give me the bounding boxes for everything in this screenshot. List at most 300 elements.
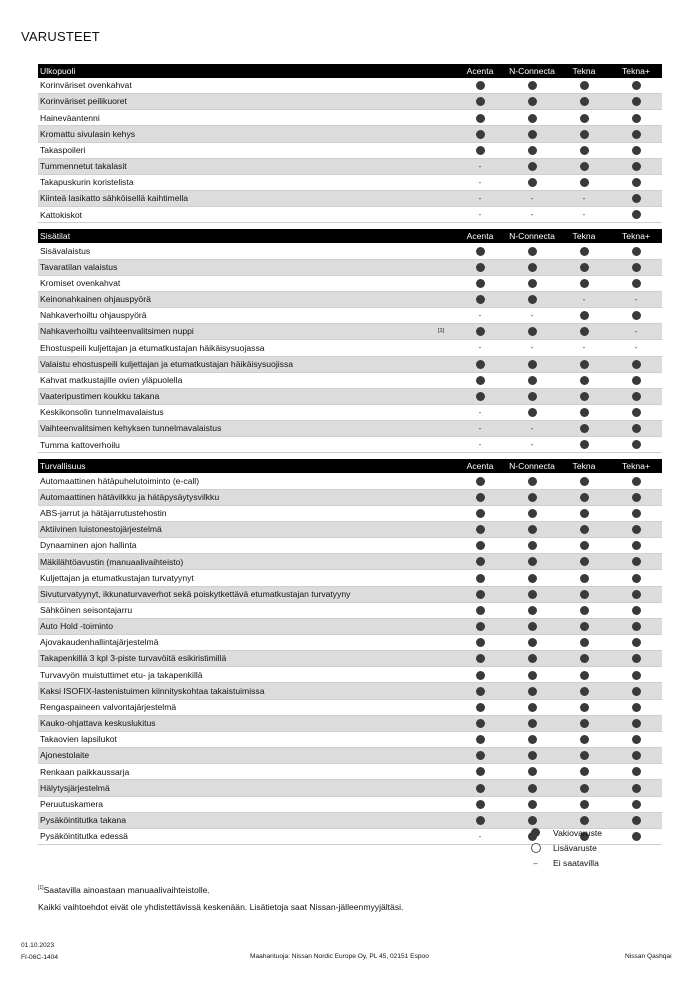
feature-label: Vaihteenvalitsimen kehyksen tunnelmavalaistus bbox=[38, 421, 428, 437]
availability-cell bbox=[558, 586, 610, 602]
standard-dot-icon bbox=[580, 440, 589, 449]
standard-dot-icon bbox=[528, 114, 537, 123]
standard-dot-icon bbox=[632, 247, 641, 256]
table-row bbox=[38, 586, 662, 602]
table-row bbox=[38, 404, 662, 420]
availability-cell bbox=[558, 505, 610, 521]
standard-dot-icon bbox=[476, 360, 485, 369]
table-row bbox=[38, 473, 662, 489]
availability-cell bbox=[558, 308, 610, 324]
availability-cell bbox=[454, 437, 506, 453]
availability-cell bbox=[558, 404, 610, 420]
standard-dot-icon bbox=[476, 493, 485, 502]
availability-cell bbox=[454, 764, 506, 780]
availability-cell bbox=[506, 110, 558, 126]
table-row bbox=[38, 421, 662, 437]
unavailable-dash: - bbox=[582, 210, 586, 220]
standard-dot-icon bbox=[580, 408, 589, 417]
feature-note bbox=[428, 683, 454, 699]
availability-cell bbox=[506, 191, 558, 207]
feature-label: Rengaspaineen valvontajärjestelmä bbox=[38, 699, 428, 715]
standard-dot-icon bbox=[528, 687, 537, 696]
footer-model: Nissan Qashqai bbox=[625, 953, 672, 960]
availability-cell bbox=[506, 308, 558, 324]
table-row bbox=[38, 651, 662, 667]
standard-dot-icon bbox=[528, 671, 537, 680]
availability-cell bbox=[454, 372, 506, 388]
feature-note bbox=[428, 570, 454, 586]
table-row bbox=[38, 505, 662, 521]
footer-date: 01.10.2023 bbox=[21, 942, 55, 949]
table-row bbox=[38, 699, 662, 715]
standard-dot-icon bbox=[528, 392, 537, 401]
legend-item bbox=[518, 856, 602, 871]
availability-cell bbox=[454, 683, 506, 699]
standard-dot-icon bbox=[580, 263, 589, 272]
standard-dot-icon bbox=[580, 687, 589, 696]
availability-cell bbox=[454, 404, 506, 420]
unavailable-dash: - bbox=[582, 194, 586, 204]
table-row bbox=[38, 291, 662, 307]
legend-label: Ei saatavilla bbox=[553, 858, 599, 869]
standard-dot-icon bbox=[580, 392, 589, 401]
availability-cell bbox=[610, 94, 662, 110]
availability-cell bbox=[558, 538, 610, 554]
unavailable-dash: - bbox=[530, 311, 534, 321]
standard-dot-icon bbox=[632, 311, 641, 320]
feature-label: Dynaaminen ajon hallinta bbox=[38, 538, 428, 554]
footer-importer: Maahantuoja: Nissan Nordic Europe Oy, PL 45, 02151 Espoo bbox=[250, 953, 429, 960]
standard-dot-icon bbox=[632, 574, 641, 583]
availability-cell bbox=[454, 421, 506, 437]
availability-cell bbox=[558, 421, 610, 437]
availability-cell bbox=[506, 259, 558, 275]
feature-label: Haineväantenni bbox=[38, 110, 428, 126]
table-row bbox=[38, 372, 662, 388]
unavailable-dash: - bbox=[530, 194, 534, 204]
availability-cell bbox=[558, 780, 610, 796]
availability-cell bbox=[454, 191, 506, 207]
availability-cell bbox=[454, 570, 506, 586]
feature-label: Automaattinen hätäpuhelutoiminto (e-call) bbox=[38, 473, 428, 489]
unavailable-dash: - bbox=[634, 294, 638, 304]
unavailable-dash: - bbox=[530, 424, 534, 434]
availability-cell bbox=[558, 618, 610, 634]
availability-cell bbox=[610, 356, 662, 372]
standard-dot-icon bbox=[528, 590, 537, 599]
availability-cell bbox=[558, 275, 610, 291]
standard-dot-icon bbox=[632, 800, 641, 809]
availability-cell bbox=[610, 308, 662, 324]
availability-cell bbox=[558, 174, 610, 190]
availability-cell bbox=[454, 158, 506, 174]
standard-dot-icon bbox=[476, 622, 485, 631]
standard-dot-icon bbox=[476, 638, 485, 647]
standard-dot-icon bbox=[580, 590, 589, 599]
availability-cell bbox=[506, 421, 558, 437]
section-title: Ulkopuoli bbox=[38, 64, 428, 78]
availability-cell bbox=[610, 796, 662, 812]
standard-dot-icon bbox=[528, 130, 537, 139]
availability-cell bbox=[454, 731, 506, 747]
availability-cell bbox=[558, 207, 610, 223]
availability-cell bbox=[558, 796, 610, 812]
standard-dot-icon bbox=[528, 509, 537, 518]
feature-note bbox=[428, 505, 454, 521]
feature-note bbox=[428, 191, 454, 207]
feature-note bbox=[428, 764, 454, 780]
feature-label: Vaateripustimen koukku takana bbox=[38, 388, 428, 404]
standard-dot-icon bbox=[580, 376, 589, 385]
standard-dot-icon bbox=[632, 408, 641, 417]
standard-dot-icon bbox=[476, 97, 485, 106]
standard-dot-icon bbox=[632, 541, 641, 550]
availability-cell bbox=[610, 828, 662, 844]
availability-cell bbox=[558, 683, 610, 699]
standard-dot-icon bbox=[476, 263, 485, 272]
standard-dot-icon bbox=[632, 735, 641, 744]
section-table-ulkopuoli bbox=[38, 64, 662, 223]
legend-item bbox=[518, 840, 602, 855]
standard-dot-icon bbox=[632, 638, 641, 647]
availability-cell bbox=[610, 554, 662, 570]
footer-code: FI-06C-1404 bbox=[21, 954, 59, 961]
standard-dot-icon bbox=[580, 477, 589, 486]
footnote-marker: [1] bbox=[38, 885, 44, 891]
standard-dot-icon bbox=[528, 247, 537, 256]
availability-cell bbox=[506, 602, 558, 618]
feature-label: Valaistu ehostuspeili kuljettajan ja etumatkustajan häikäisysuojissa bbox=[38, 356, 428, 372]
unavailable-dash: - bbox=[478, 311, 482, 321]
availability-cell bbox=[558, 340, 610, 356]
table-row bbox=[38, 275, 662, 291]
availability-cell bbox=[558, 158, 610, 174]
unavailable-dash: - bbox=[478, 161, 482, 171]
availability-cell bbox=[454, 489, 506, 505]
availability-cell bbox=[610, 340, 662, 356]
table-row bbox=[38, 110, 662, 126]
feature-note bbox=[428, 243, 454, 259]
standard-dot-icon bbox=[632, 146, 641, 155]
table-row bbox=[38, 618, 662, 634]
availability-cell bbox=[506, 586, 558, 602]
feature-note bbox=[428, 602, 454, 618]
feature-note bbox=[428, 812, 454, 828]
column-header: N-Connecta bbox=[506, 459, 558, 473]
table-row bbox=[38, 340, 662, 356]
availability-cell bbox=[558, 437, 610, 453]
feature-label: ABS-jarrut ja hätäjarrutustehostin bbox=[38, 505, 428, 521]
availability-cell bbox=[506, 404, 558, 420]
table-row bbox=[38, 191, 662, 207]
standard-dot-icon bbox=[580, 671, 589, 680]
feature-note: [1] bbox=[428, 324, 454, 340]
standard-dot-icon bbox=[476, 146, 485, 155]
availability-cell bbox=[558, 570, 610, 586]
availability-cell bbox=[610, 489, 662, 505]
unavailable-dash: - bbox=[530, 343, 534, 353]
standard-dot-icon bbox=[528, 97, 537, 106]
availability-cell bbox=[454, 308, 506, 324]
standard-dot-icon bbox=[528, 719, 537, 728]
table-row bbox=[38, 158, 662, 174]
standard-dot-icon bbox=[580, 525, 589, 534]
feature-label: Kauko-ohjattava keskuslukitus bbox=[38, 715, 428, 731]
standard-dot-icon bbox=[632, 816, 641, 825]
standard-dot-icon bbox=[528, 146, 537, 155]
feature-note bbox=[428, 780, 454, 796]
feature-label: Auto Hold -toiminto bbox=[38, 618, 428, 634]
standard-dot-icon bbox=[476, 247, 485, 256]
standard-dot-icon bbox=[528, 767, 537, 776]
table-row bbox=[38, 602, 662, 618]
standard-dot-icon bbox=[476, 541, 485, 550]
feature-note bbox=[428, 275, 454, 291]
standard-dot-icon bbox=[580, 493, 589, 502]
feature-note bbox=[428, 521, 454, 537]
standard-dot-icon bbox=[580, 557, 589, 566]
standard-dot-icon bbox=[632, 162, 641, 171]
availability-cell bbox=[506, 683, 558, 699]
feature-label: Pysäköintitutka edessä bbox=[38, 828, 428, 844]
table-row bbox=[38, 489, 662, 505]
table-row bbox=[38, 308, 662, 324]
section-table-turvallisuus bbox=[38, 459, 662, 845]
standard-dot-icon bbox=[580, 360, 589, 369]
availability-cell bbox=[610, 142, 662, 158]
table-row bbox=[38, 126, 662, 142]
table-row bbox=[38, 731, 662, 747]
standard-dot-icon bbox=[580, 703, 589, 712]
standard-dot-icon bbox=[632, 654, 641, 663]
availability-cell bbox=[610, 388, 662, 404]
standard-dot-icon bbox=[632, 376, 641, 385]
standard-dot-icon bbox=[476, 327, 485, 336]
availability-cell bbox=[506, 764, 558, 780]
feature-label: Ajonestolaite bbox=[38, 748, 428, 764]
feature-note bbox=[428, 78, 454, 94]
legend bbox=[518, 825, 602, 871]
standard-dot-icon bbox=[580, 800, 589, 809]
feature-note bbox=[428, 635, 454, 651]
standard-dot-icon bbox=[531, 828, 540, 837]
standard-dot-icon bbox=[632, 424, 641, 433]
table-row bbox=[38, 437, 662, 453]
availability-cell bbox=[454, 667, 506, 683]
standard-dot-icon bbox=[632, 703, 641, 712]
availability-cell bbox=[610, 812, 662, 828]
standard-dot-icon bbox=[632, 477, 641, 486]
standard-dot-icon bbox=[528, 178, 537, 187]
availability-cell bbox=[610, 78, 662, 94]
availability-cell bbox=[454, 259, 506, 275]
availability-cell bbox=[610, 275, 662, 291]
availability-cell bbox=[506, 437, 558, 453]
unavailable-dash: - bbox=[478, 178, 482, 188]
availability-cell bbox=[558, 324, 610, 340]
standard-dot-icon bbox=[632, 114, 641, 123]
feature-label: Tumma kattoverhoilu bbox=[38, 437, 428, 453]
availability-cell bbox=[610, 748, 662, 764]
unavailable-dash: - bbox=[634, 327, 638, 337]
standard-dot-icon bbox=[476, 784, 485, 793]
unavailable-dash: - bbox=[478, 343, 482, 353]
standard-dot-icon bbox=[476, 376, 485, 385]
standard-dot-icon bbox=[580, 638, 589, 647]
feature-label: Mäkilähtöavustin (manuaalivaihteisto) bbox=[38, 554, 428, 570]
feature-label: Nahkaverhoiltu vaihteenvalitsimen nuppi bbox=[38, 324, 428, 340]
availability-cell bbox=[454, 78, 506, 94]
standard-dot-icon bbox=[528, 162, 537, 171]
availability-cell bbox=[454, 340, 506, 356]
standard-dot-icon bbox=[580, 816, 589, 825]
feature-label: Takapuskurin koristelista bbox=[38, 174, 428, 190]
section-table-sisätilat bbox=[38, 229, 662, 453]
feature-label: Korinväriset ovenkahvat bbox=[38, 78, 428, 94]
standard-dot-icon bbox=[632, 687, 641, 696]
availability-cell bbox=[610, 731, 662, 747]
feature-label: Kattokiskot bbox=[38, 207, 428, 223]
table-row bbox=[38, 764, 662, 780]
availability-cell bbox=[454, 635, 506, 651]
standard-dot-icon bbox=[476, 295, 485, 304]
table-row bbox=[38, 570, 662, 586]
unavailable-dash: - bbox=[478, 831, 482, 841]
column-header: Acenta bbox=[454, 229, 506, 243]
column-header: Tekna+ bbox=[610, 64, 662, 78]
standard-dot-icon bbox=[632, 606, 641, 615]
availability-cell bbox=[506, 780, 558, 796]
standard-dot-icon bbox=[476, 557, 485, 566]
availability-cell bbox=[454, 110, 506, 126]
table-row bbox=[38, 683, 662, 699]
feature-label: Hälytysjärjestelmä bbox=[38, 780, 428, 796]
availability-cell bbox=[558, 191, 610, 207]
availability-cell bbox=[454, 324, 506, 340]
feature-note bbox=[428, 618, 454, 634]
availability-cell bbox=[506, 505, 558, 521]
standard-dot-icon bbox=[476, 477, 485, 486]
note-header bbox=[428, 459, 454, 473]
standard-dot-icon bbox=[528, 654, 537, 663]
standard-dot-icon bbox=[632, 671, 641, 680]
standard-dot-icon bbox=[528, 327, 537, 336]
feature-note bbox=[428, 667, 454, 683]
feature-note bbox=[428, 94, 454, 110]
page-title: VARUSTEET bbox=[21, 29, 100, 44]
feature-note bbox=[428, 142, 454, 158]
feature-note bbox=[428, 715, 454, 731]
availability-cell bbox=[610, 291, 662, 307]
unavailable-dash: - bbox=[634, 343, 638, 353]
unavailable-dash: - bbox=[530, 440, 534, 450]
standard-dot-icon bbox=[632, 493, 641, 502]
feature-label: Automaattinen hätävilkku ja hätäpysäytysvilkku bbox=[38, 489, 428, 505]
feature-note bbox=[428, 207, 454, 223]
availability-cell bbox=[558, 291, 610, 307]
standard-dot-icon bbox=[632, 525, 641, 534]
legend-item bbox=[518, 825, 602, 840]
table-row bbox=[38, 748, 662, 764]
feature-label: Sähköinen seisontajarru bbox=[38, 602, 428, 618]
feature-note bbox=[428, 421, 454, 437]
standard-dot-icon bbox=[632, 210, 641, 219]
column-header: Tekna bbox=[558, 229, 610, 243]
standard-dot-icon bbox=[632, 81, 641, 90]
availability-cell bbox=[506, 372, 558, 388]
standard-dot-icon bbox=[580, 784, 589, 793]
table-row bbox=[38, 207, 662, 223]
availability-cell bbox=[454, 699, 506, 715]
availability-cell bbox=[610, 421, 662, 437]
equipment-tables bbox=[38, 64, 662, 845]
availability-cell bbox=[558, 667, 610, 683]
availability-cell bbox=[610, 324, 662, 340]
availability-cell bbox=[506, 489, 558, 505]
table-row bbox=[38, 356, 662, 372]
standard-dot-icon bbox=[580, 735, 589, 744]
table-row bbox=[38, 538, 662, 554]
availability-cell bbox=[454, 243, 506, 259]
feature-note bbox=[428, 731, 454, 747]
feature-label: Renkaan paikkaussarja bbox=[38, 764, 428, 780]
availability-cell bbox=[558, 142, 610, 158]
feature-label: Takaovien lapsilukot bbox=[38, 731, 428, 747]
availability-cell bbox=[506, 554, 558, 570]
availability-cell bbox=[558, 94, 610, 110]
availability-cell bbox=[454, 748, 506, 764]
standard-dot-icon bbox=[528, 606, 537, 615]
standard-dot-icon bbox=[476, 816, 485, 825]
unavailable-dash: - bbox=[478, 210, 482, 220]
standard-dot-icon bbox=[632, 622, 641, 631]
feature-label: Kuljettajan ja etumatkustajan turvatyynyt bbox=[38, 570, 428, 586]
standard-dot-icon bbox=[528, 493, 537, 502]
column-header: N-Connecta bbox=[506, 64, 558, 78]
feature-note bbox=[428, 174, 454, 190]
availability-cell bbox=[610, 521, 662, 537]
availability-cell bbox=[506, 715, 558, 731]
standard-dot-icon bbox=[580, 719, 589, 728]
availability-cell bbox=[558, 356, 610, 372]
availability-cell bbox=[610, 174, 662, 190]
availability-cell bbox=[454, 618, 506, 634]
standard-dot-icon bbox=[528, 541, 537, 550]
availability-cell bbox=[454, 828, 506, 844]
legend-symbol bbox=[518, 828, 553, 837]
standard-dot-icon bbox=[528, 279, 537, 288]
table-row bbox=[38, 388, 662, 404]
availability-cell bbox=[454, 174, 506, 190]
feature-label: Kromattu sivulasin kehys bbox=[38, 126, 428, 142]
legend-label: Lisävaruste bbox=[553, 842, 597, 853]
unavailable-dash: - bbox=[478, 424, 482, 434]
feature-label: Nahkaverhoiltu ohjauspyörä bbox=[38, 308, 428, 324]
availability-cell bbox=[506, 94, 558, 110]
availability-cell bbox=[506, 651, 558, 667]
availability-cell bbox=[506, 356, 558, 372]
standard-dot-icon bbox=[580, 279, 589, 288]
standard-dot-icon bbox=[580, 622, 589, 631]
column-header: Acenta bbox=[454, 459, 506, 473]
availability-cell bbox=[506, 570, 558, 586]
availability-cell bbox=[610, 715, 662, 731]
standard-dot-icon bbox=[476, 719, 485, 728]
standard-dot-icon bbox=[476, 800, 485, 809]
feature-note bbox=[428, 126, 454, 142]
feature-label: Turvavyön muistuttimet etu- ja takapenkillä bbox=[38, 667, 428, 683]
standard-dot-icon bbox=[528, 735, 537, 744]
